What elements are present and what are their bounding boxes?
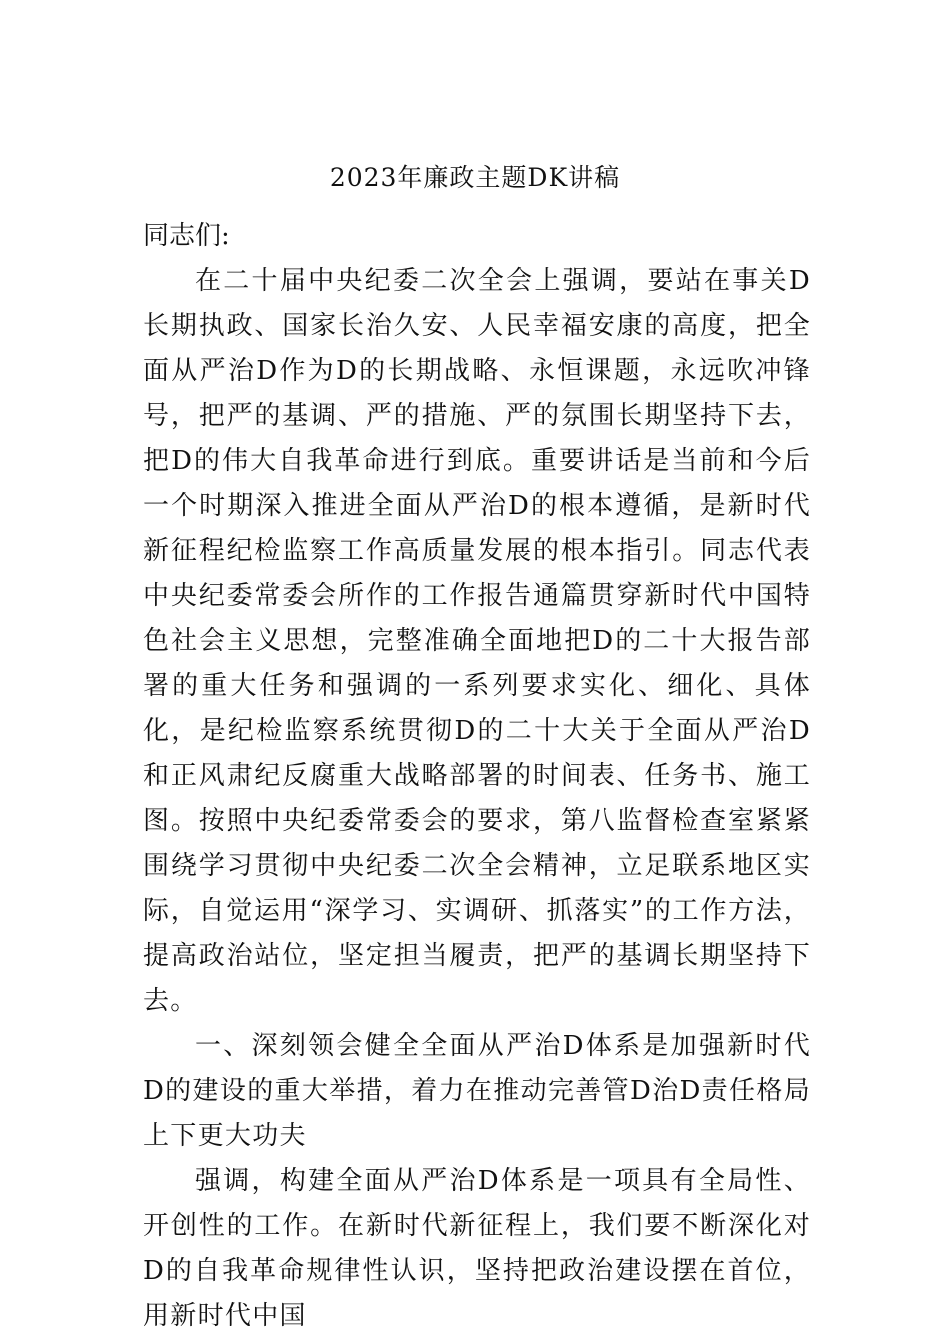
body-paragraph-1: 在二十届中央纪委二次全会上强调，要站在事关D长期执政、国家长治久安、人民幸福安康的高度，把全面从严治D作为D的长期战略、永恒课题，永远吹冲锋号，把严的基调、严的措施、严的氛围长期坚持下去，把D的伟大自我革命进行到底。重要讲话是当前和今后一个时期深入推进全面从严治D的根本遵循，是新时代新征程纪检监察工作高质量发展的根本指引。同志代表中央纪委常委会所作的工作报告通篇贯穿新时代中国特色社会主义思想，完整准确全面地把D的二十大报告部署的重大任务和强调的一系列要求实化、细化、具体化，是纪检监察系统贯彻D的二十大关于全面从严治D和正风肃纪反腐重大战略部署的时间表、任务书、施工图。按照中央纪委常委会的要求，第八监督检查室紧紧围绕学习贯彻中央纪委二次全会精神，立足联系地区实际，自觉运用“深学习、实调研、抓落实”的工作方法，提高政治站位，坚定担当履责，把严的基调长期坚持下去。	[143, 266, 811, 1016]
body-paragraph-2: 强调，构建全面从严治D体系是一项具有全局性、开创性的工作。在新时代新征程上，我们要不断深化对D的自我革命规律性认识，坚持把政治建设摆在首位，用新时代中国	[143, 1166, 811, 1331]
document-body	[143, 214, 811, 1339]
salutation: 同志们:	[143, 221, 230, 251]
document-title: 2023年廉政主题DK讲稿	[329, 163, 621, 192]
section-heading-1: 一、深刻领会健全全面从严治D体系是加强新时代D的建设的重大举措，着力在推动完善管D治D责任格局上下更大功夫	[143, 1031, 811, 1151]
